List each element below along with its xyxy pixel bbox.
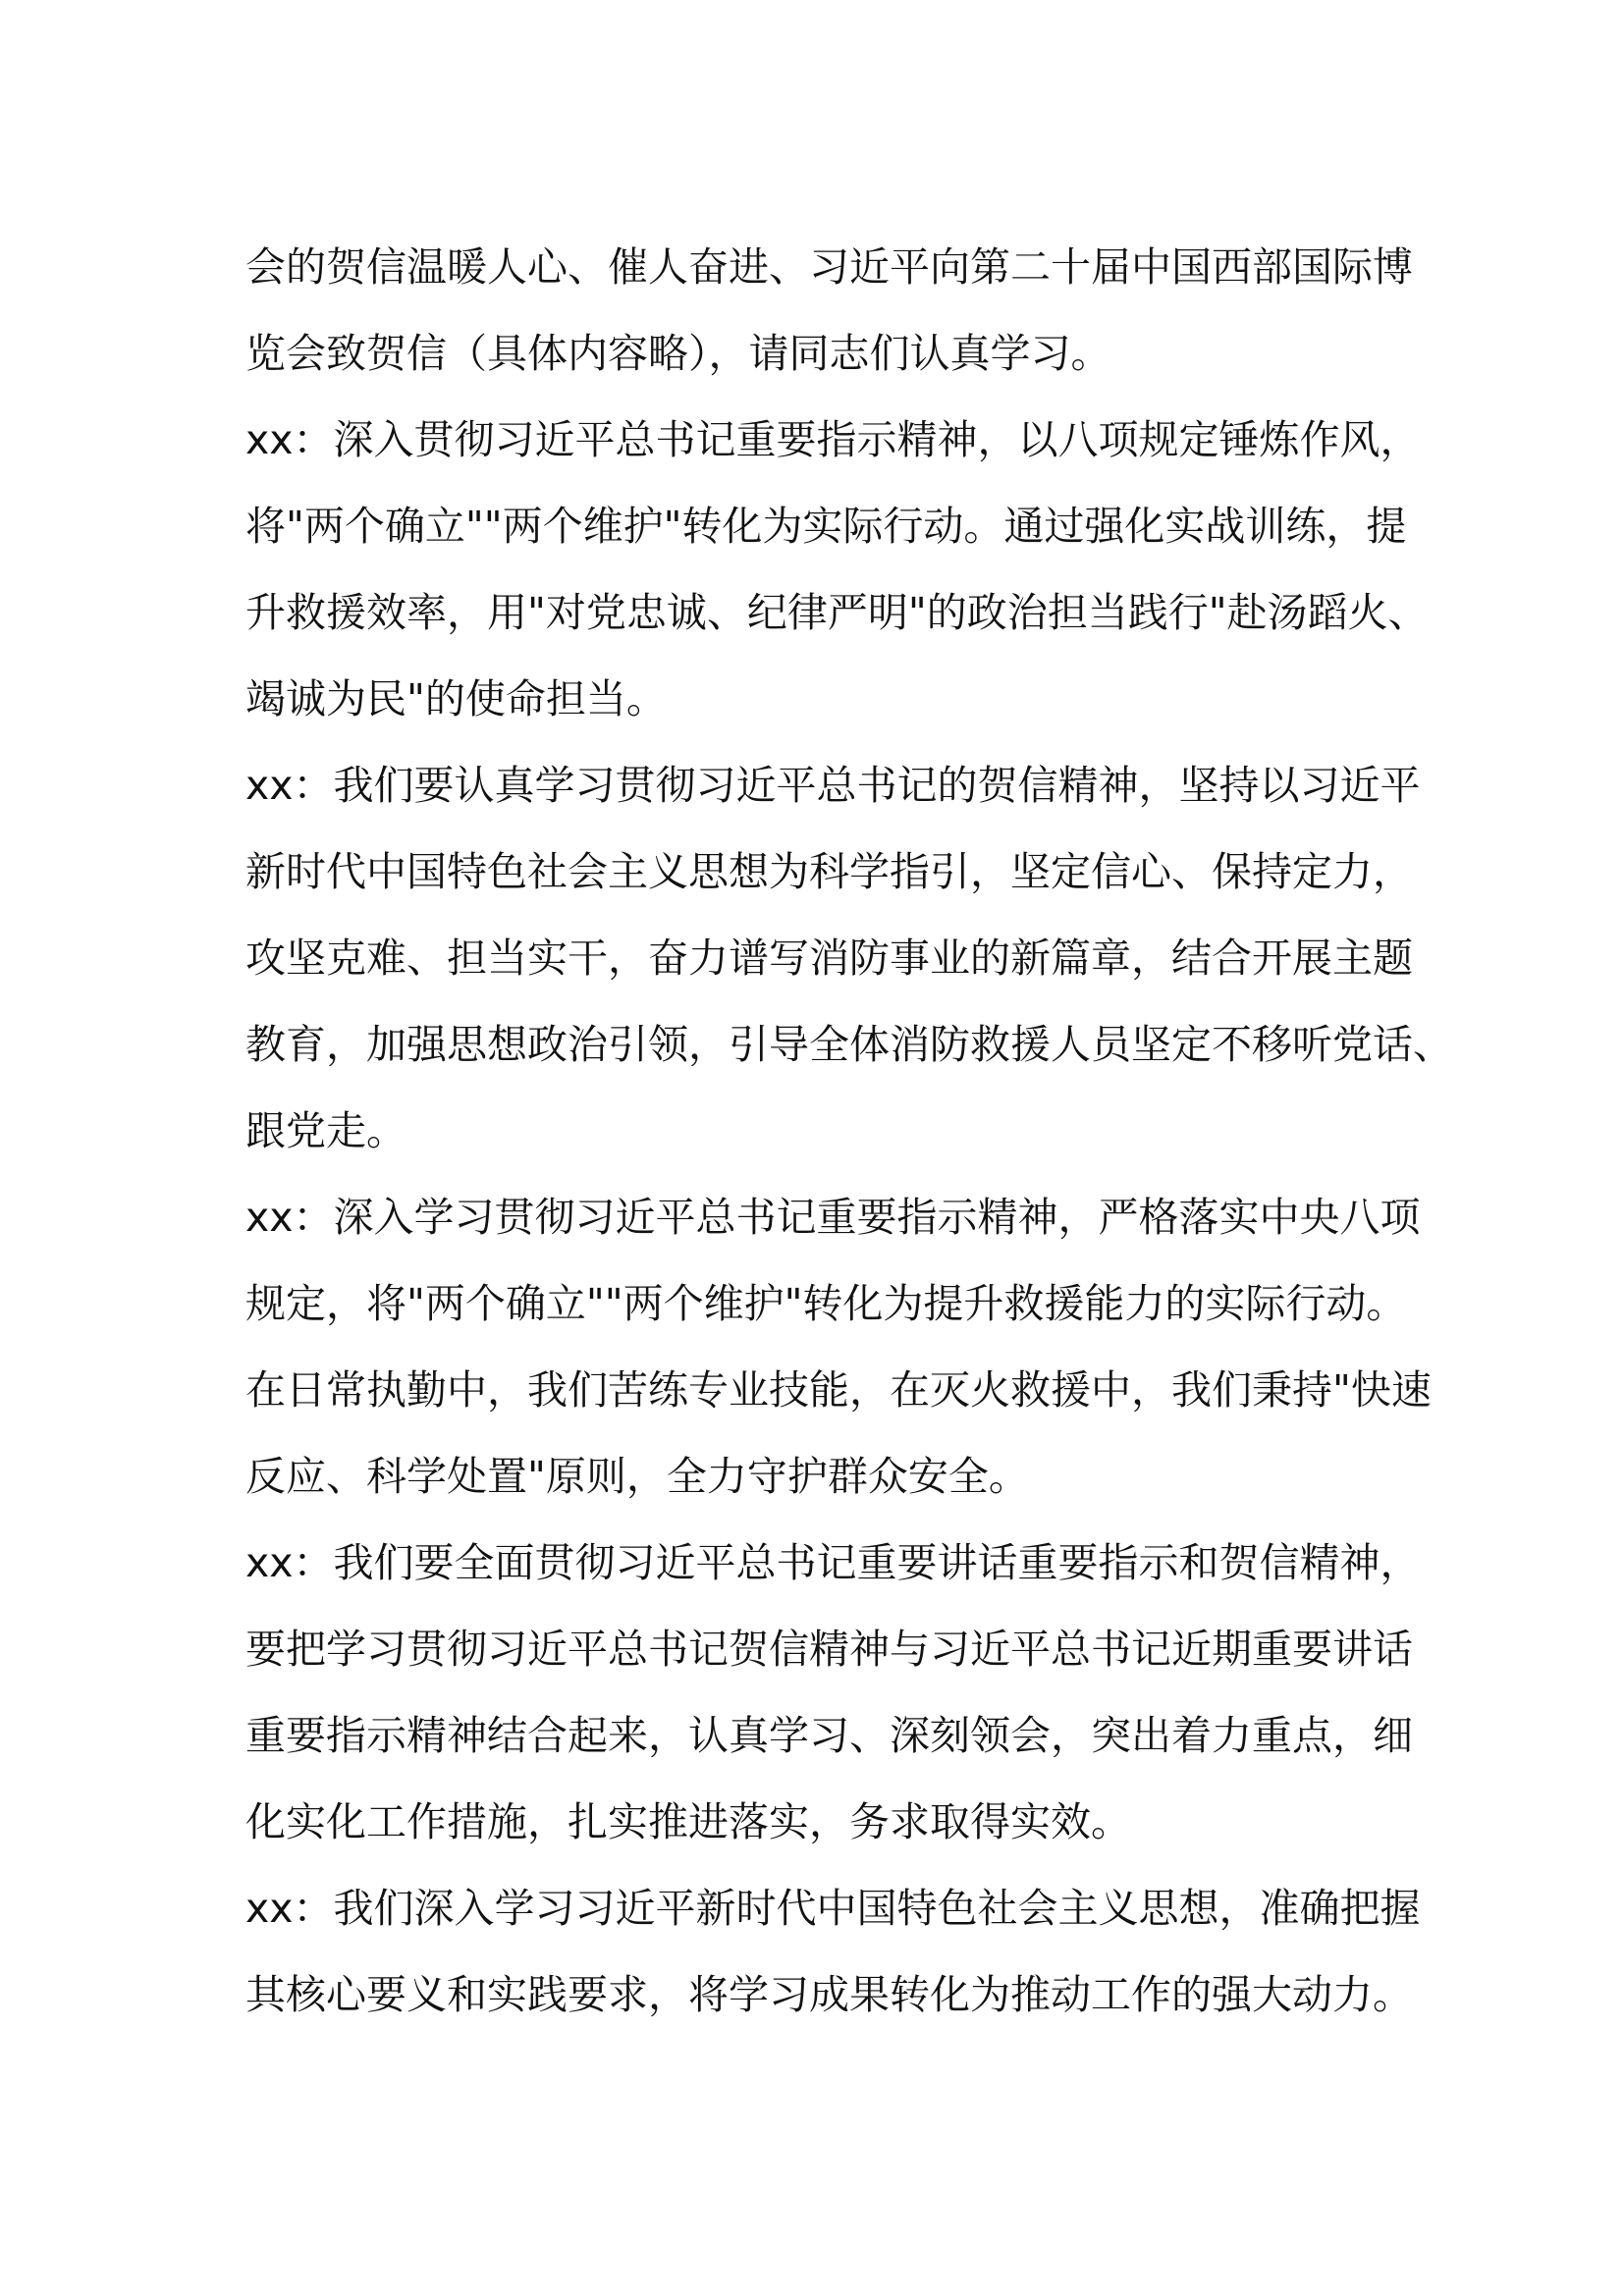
text-line-13: 规定，将"两个确立""两个维护"转化为提升救援能力的实际行动。 <box>245 1280 1407 1327</box>
text-line-3: xx：深入贯彻习近平总书记重要指示精神，以八项规定锤炼作风， <box>245 416 1421 463</box>
text-line-4: 将"两个确立""两个维护"转化为实际行动。通过强化实战训练，提 <box>245 503 1407 550</box>
text-line-15: 反应、科学处置"原则，全力守护群众安全。 <box>245 1453 1029 1500</box>
text-line-20: xx：我们深入学习习近平新时代中国特色社会主义思想，准确把握 <box>245 1885 1421 1932</box>
text-line-14: 在日常执勤中，我们苦练专业技能，在灭火救援中，我们秉持"快速 <box>245 1366 1432 1414</box>
text-line-5: 升救援效率，用"对党忠诚、纪律严明"的政治担当践行"赴汤蹈火、 <box>245 589 1429 636</box>
text-line-12: xx：深入学习贯彻习近平总书记重要指示精神，严格落实中央八项 <box>245 1194 1421 1241</box>
text-line-16: xx：我们要全面贯彻习近平总书记重要讲话重要指示和贺信精神， <box>245 1539 1421 1586</box>
text-line-10: 教育，加强思想政治引领，引导全体消防救援人员坚定不移听党话、 <box>245 1021 1453 1068</box>
text-line-11: 跟党走。 <box>245 1107 406 1154</box>
text-line-7: xx：我们要认真学习贯彻习近平总书记的贺信精神，坚持以习近平 <box>245 762 1421 809</box>
document-body <box>245 224 1453 2038</box>
text-line-6: 竭诚为民"的使命担当。 <box>245 675 667 722</box>
text-line-9: 攻坚克难、担当实干，奋力谱写消防事业的新篇章，结合开展主题 <box>245 934 1413 982</box>
text-line-19: 化实化工作措施，扎实推进落实，务求取得实效。 <box>245 1798 1131 1845</box>
text-line-21: 其核心要义和实践要求，将学习成果转化为推动工作的强大动力。 <box>245 1971 1413 2018</box>
text-line-18: 重要指示精神结合起来，认真学习、深刻领会，突出着力重点，细 <box>245 1712 1413 1759</box>
text-line-17: 要把学习贯彻习近平总书记贺信精神与习近平总书记近期重要讲话 <box>245 1626 1413 1673</box>
text-line-8: 新时代中国特色社会主义思想为科学指引，坚定信心、保持定力， <box>245 848 1413 895</box>
text-line-2: 览会致贺信（具体内容略），请同志们认真学习。 <box>245 330 1111 377</box>
text-line-1: 会的贺信温暖人心、催人奋进、习近平向第二十届中国西部国际博 <box>245 243 1413 291</box>
